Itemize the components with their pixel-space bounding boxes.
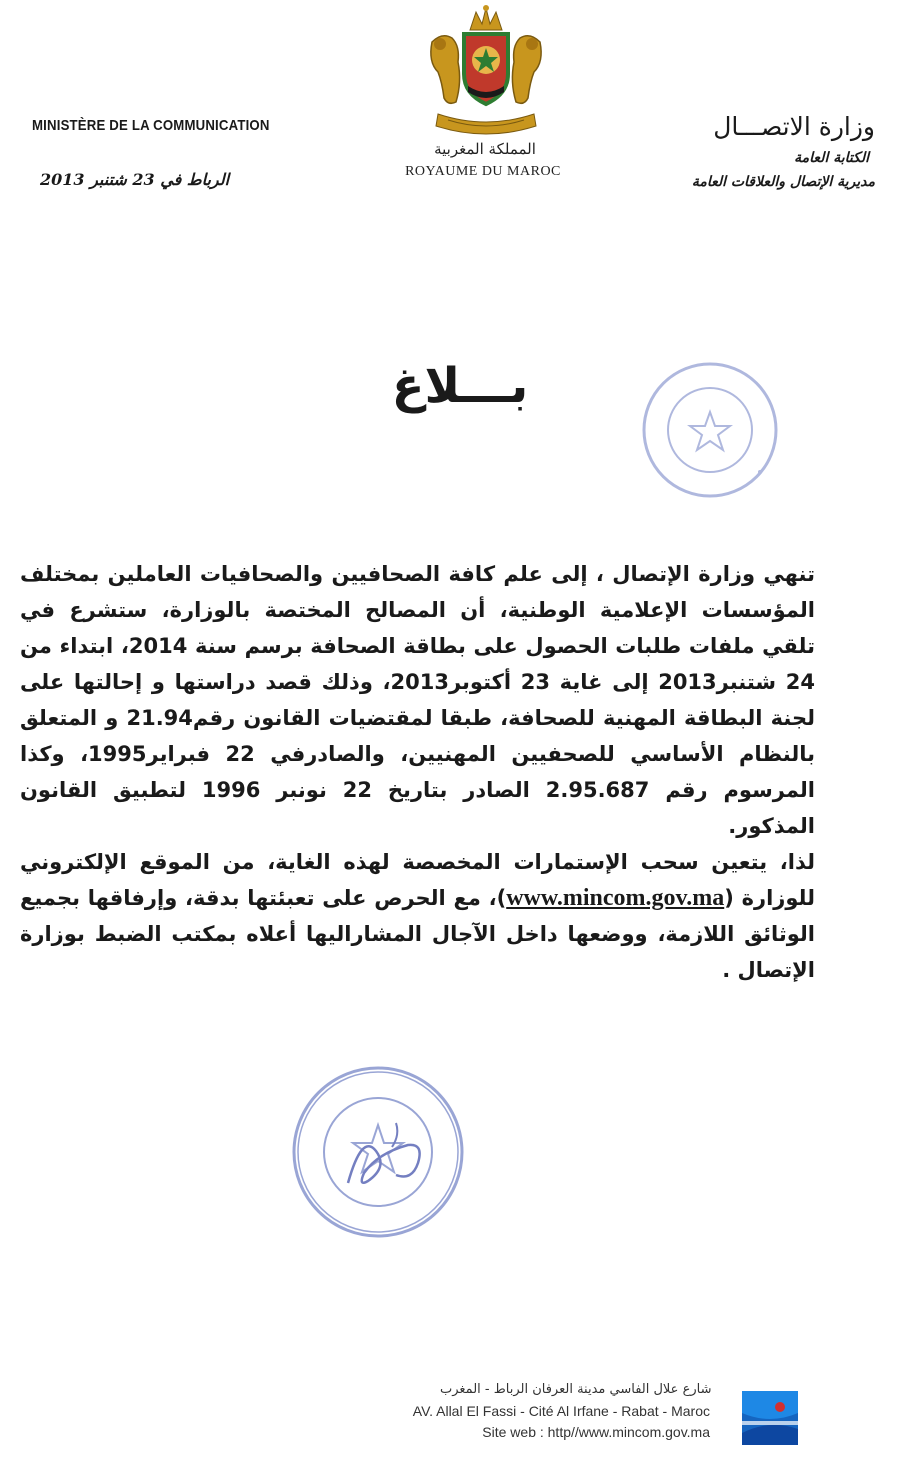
royal-coat-of-arms-icon [418, 2, 554, 140]
communique-title: بـــلاغ [391, 358, 529, 414]
kingdom-name-french: ROYAUME DU MAROC [405, 164, 561, 179]
body-paragraph-end: )، مع الحرص على تعبئتها بدقة، وإرفاقها بجميع الوثائق اللازمة، ووضعها داخل الآجال المشاراليها أعلاه بمكتب الضبط بوزارة الإتصال . [20, 886, 815, 982]
directorate-name: مديرية الإتصال والعلاقات العامة [691, 174, 875, 190]
ministry-logo-icon [738, 1385, 802, 1451]
body-paragraph-start: لذا، يتعين سحب الإستمارات المخصصة لهذه الغاية، من الموقع الإلكتروني للوزارة ( [20, 850, 815, 910]
body-paragraph-links [20, 844, 885, 988]
ministry-name-french: MINISTÈRE DE LA COMMUNICATION [32, 117, 270, 134]
official-stamp-signature-icon [288, 1063, 468, 1241]
ministry-website-link[interactable]: www.mincom.gov.ma [506, 885, 725, 911]
kingdom-name-arabic: المملكة المغربية [434, 140, 536, 158]
ministry-stamp-icon [640, 360, 780, 500]
document-date: الرباط في 23 شتنبر 2013 [40, 170, 230, 189]
secretariat-general: الكتابة العامة [794, 150, 869, 166]
footer-address-arabic: شارع علال الفاسي مدينة العرفان الرباط - المغرب [440, 1382, 712, 1397]
ministry-name-arabic: وزارة الاتصـــال [713, 112, 875, 141]
body-paragraph: تنهي وزارة الإتصال ، إلى علم كافة الصحافيين والصحافيات العاملين بمختلف المؤسسات الإعلامية الوطنية، أن المصالح المختصة بالوزارة، ستشرع في تلقي ملفات طلبات الحصول على بطاقة الصحافة برسم سنة 2014، ابتداء من 24 شتنبر2013 إلى غاية 23 أكتوبر2013، وذلك قصد دراستها و إحالتها على لجنة البطاقة المهنية للصحافة، طبقا لمقتضيات القانون رقم21.94 و المتعلق بالنظام الأساسي للصحفيين المهنيين، والصادرفي 22 فبراير1995، وكذا المرسوم رقم 2.95.687 الصادر بتاريخ 22 نونبر 1996 لتطبيق القانون المذكور. [20, 562, 815, 838]
footer-website: Site web : http//www.mincom.gov.ma [482, 1424, 710, 1440]
communique-body [20, 556, 885, 988]
footer-address-french: AV. Allal El Fassi - Cité Al Irfane - Rabat - Maroc [412, 1403, 710, 1419]
